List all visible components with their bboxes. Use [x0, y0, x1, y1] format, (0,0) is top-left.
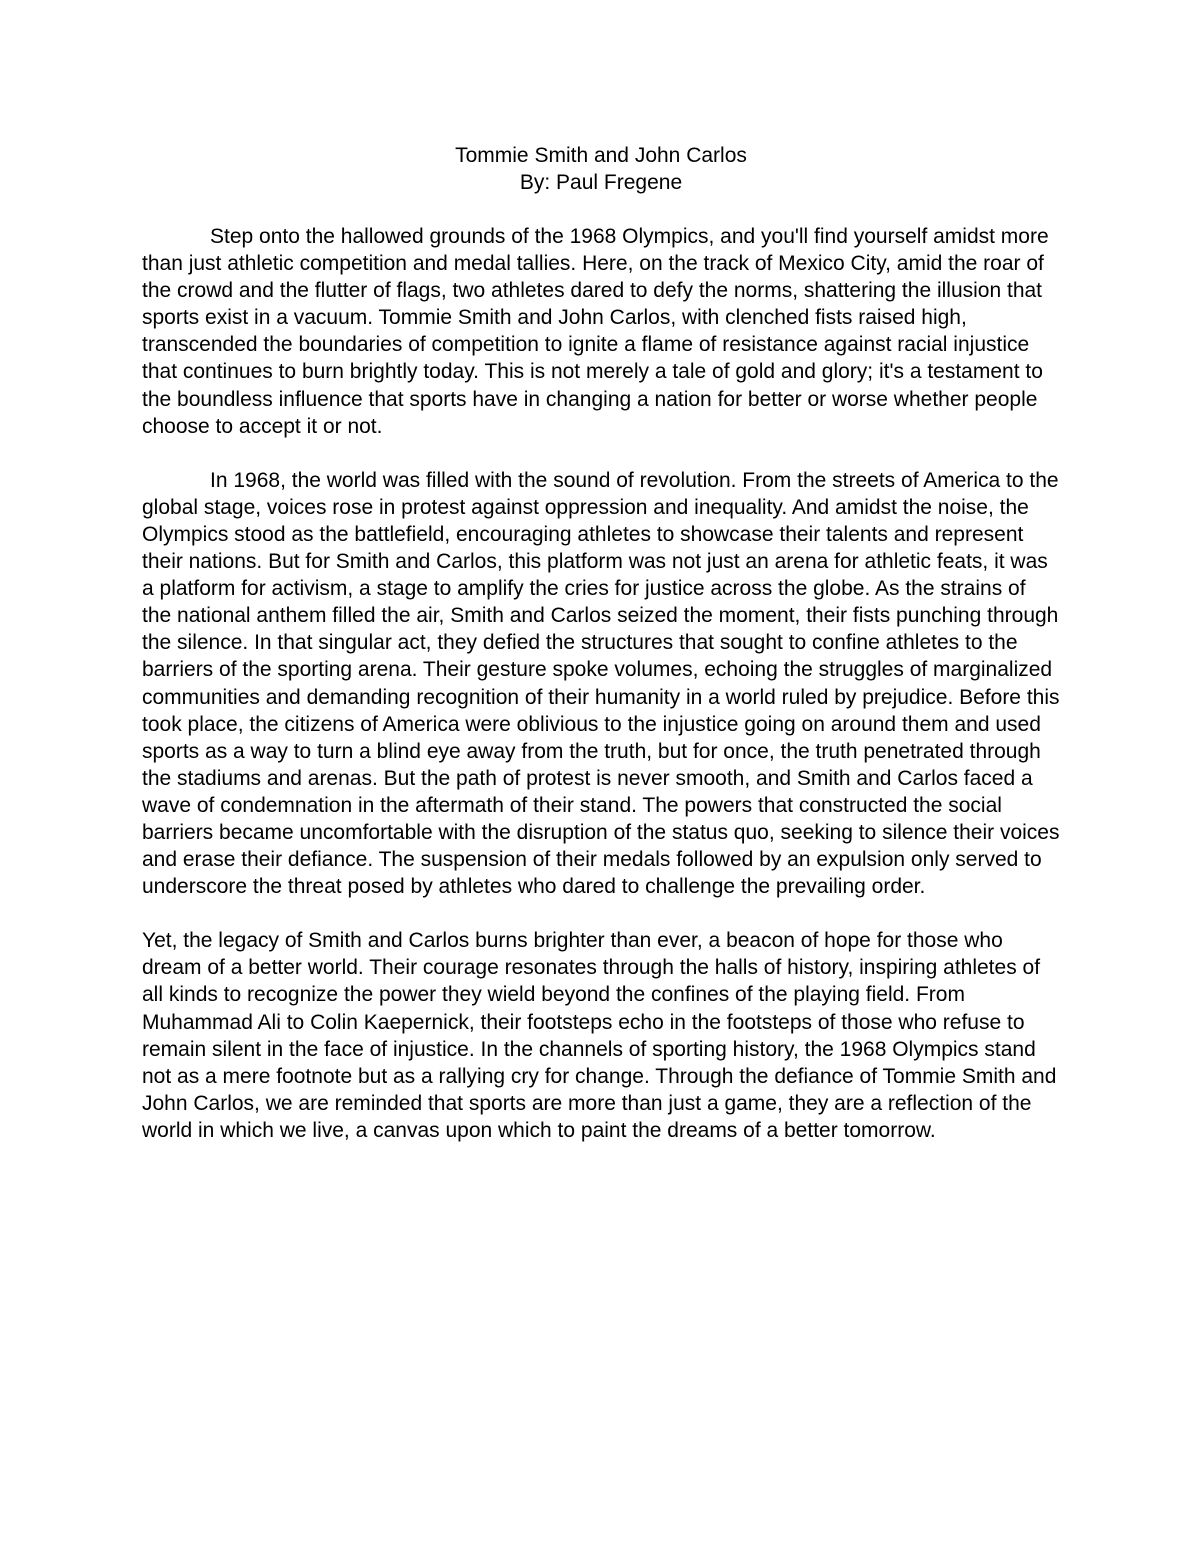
document-title: Tommie Smith and John Carlos — [455, 144, 747, 167]
document-page — [142, 142, 1060, 1144]
spacer — [142, 196, 1060, 223]
paragraph-3: Yet, the legacy of Smith and Carlos burns brighter than ever, a beacon of hope for those who dream of a better world. Their courage resonates through the halls of history, inspiring athletes of all kinds to recognize the power they wield beyond the confines of the playing field. From Muhammad Ali to Colin Kaepernick, their footsteps echo in the footsteps of those who refuse to remain silent in the face of injustice. In the channels of sporting history, the 1968 Olympics stand not as a mere footnote but as a rallying cry for change. Through the defiance of Tommie Smith and John Carlos, we are reminded that sports are more than just a game, they are a reflection of the world in which we live, a canvas upon which to paint the dreams of a better tomorrow. — [142, 929, 1057, 1142]
title-block — [142, 142, 1060, 196]
paragraph-1: Step onto the hallowed grounds of the 1968 Olympics, and you'll find yourself amidst more than just athletic competition and medal tallies. Here, on the track of Mexico City, amid the roar of the crowd and the flutter of flags, two athletes dared to defy the norms, shattering the illusion that sports exist in a vacuum. Tommie Smith and John Carlos, with clenched fists raised high, transcended the boundaries of competition to ignite a flame of resistance against racial injustice that continues to burn brightly today. This is not merely a tale of gold and glory; it's a testament to the boundless influence that sports have in changing a nation for better or worse whether people choose to accept it or not. — [142, 225, 1049, 438]
paragraph-2: In 1968, the world was filled with the sound of revolution. From the streets of America to the global stage, voices rose in protest against oppression and inequality. And amidst the noise, the Olympics stood as the battlefield, encouraging athletes to showcase their talents and represent their nations. But for Smith and Carlos, this platform was not just an arena for athletic feats, it was a platform for activism, a stage to amplify the cries for justice across the globe. As the strains of the national anthem filled the air, Smith and Carlos seized the moment, their fists punching through the silence. In that singular act, they defied the structures that sought to confine athletes to the barriers of the sporting arena. Their gesture spoke volumes, echoing the struggles of marginalized communities and demanding recognition of their humanity in a world ruled by prejudice. Before this took place, the citizens of America were oblivious to the injustice going on around them and used sports as a way to turn a blind eye away from the truth, but for once, the truth penetrated through the stadiums and arenas. But the path of protest is never smooth, and Smith and Carlos faced a wave of condemnation in the aftermath of their stand. The powers that constructed the social barriers became uncomfortable with the disruption of the status quo, seeking to silence their voices and erase their defiance. The suspension of their medals followed by an expulsion only served to underscore the threat posed by athletes who dared to challenge the prevailing order. — [142, 468, 1060, 899]
document-byline: By: Paul Fregene — [519, 171, 683, 194]
spacer — [142, 900, 1060, 927]
spacer — [142, 440, 1060, 467]
